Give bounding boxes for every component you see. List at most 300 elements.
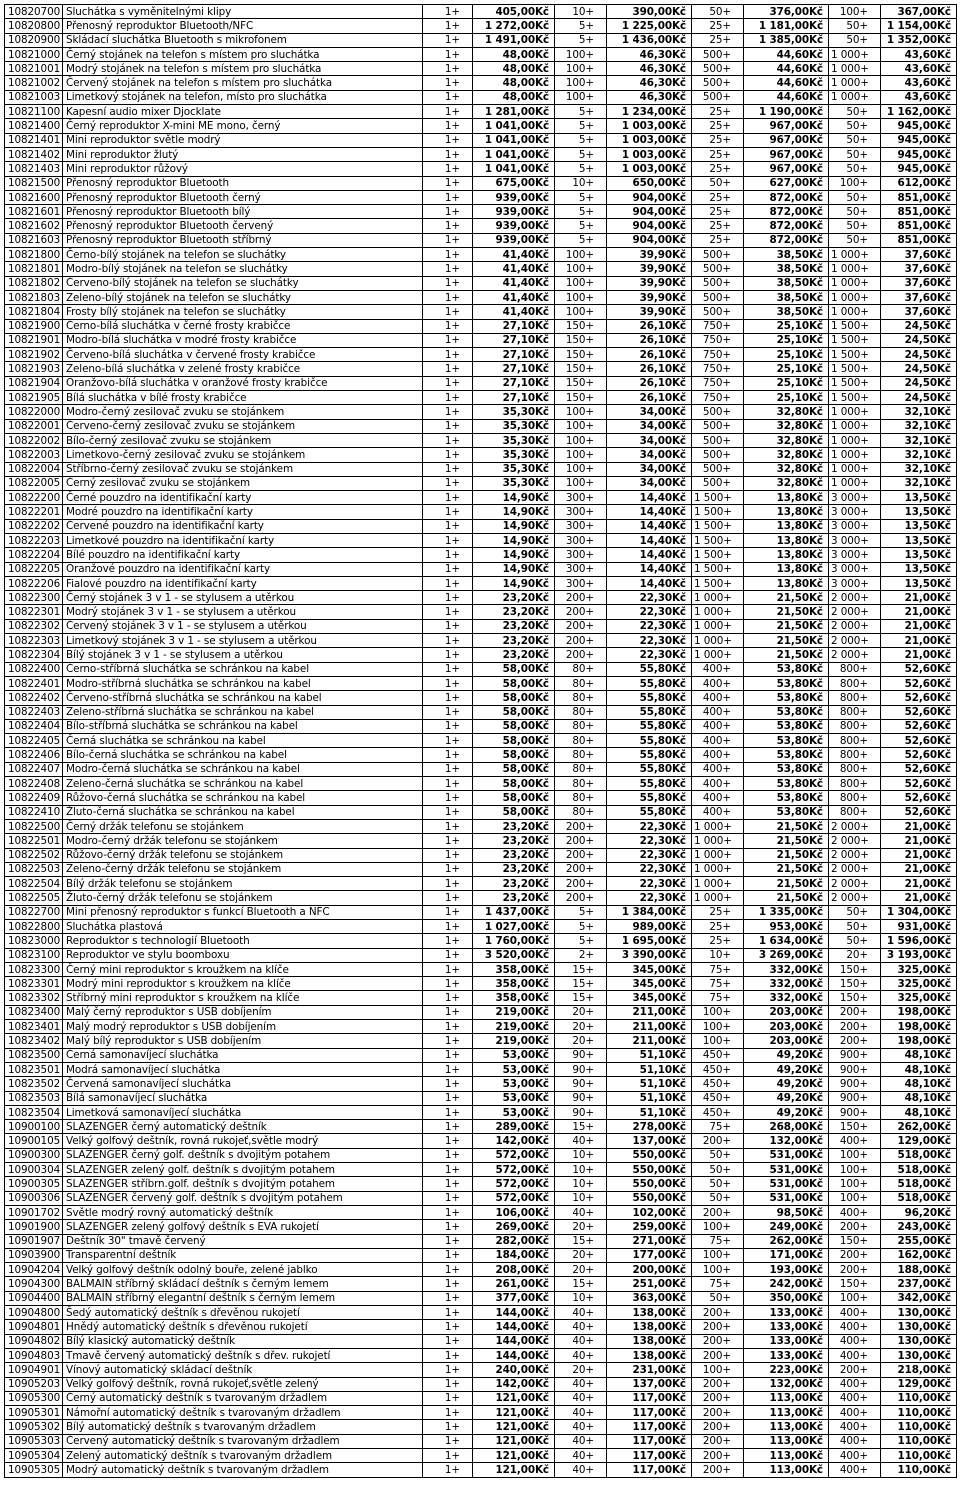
tier2-price: 22,30Kč <box>607 862 692 876</box>
product-name: Červený stojánek 3 v 1 - se stylusem a utěrkou <box>63 619 423 633</box>
tier3-quantity: 1 500+ <box>692 576 744 590</box>
table-row <box>5 1191 957 1205</box>
tier1-quantity: 1+ <box>423 76 473 90</box>
tier4-price: 945,00Kč <box>881 162 957 176</box>
tier4-quantity: 900+ <box>829 1105 881 1119</box>
tier1-price: 14,90Kč <box>473 562 555 576</box>
tier2-quantity: 5+ <box>555 920 607 934</box>
product-name: Červené pouzdro na identifikační karty <box>63 519 423 533</box>
table-row <box>5 47 957 61</box>
tier3-price: 53,80Kč <box>744 662 829 676</box>
tier3-price: 49,20Kč <box>744 1062 829 1076</box>
tier1-price: 23,20Kč <box>473 848 555 862</box>
tier2-quantity: 15+ <box>555 977 607 991</box>
tier2-quantity: 2+ <box>555 948 607 962</box>
tier1-price: 1 760,00Kč <box>473 934 555 948</box>
tier3-price: 332,00Kč <box>744 991 829 1005</box>
tier4-quantity: 2 000+ <box>829 591 881 605</box>
tier3-price: 32,80Kč <box>744 419 829 433</box>
tier1-quantity: 1+ <box>423 519 473 533</box>
tier4-price: 43,60Kč <box>881 62 957 76</box>
product-name: Přenosný reproduktor Bluetooth stříbrný <box>63 233 423 247</box>
tier3-quantity: 10+ <box>692 948 744 962</box>
tier4-quantity: 1 000+ <box>829 476 881 490</box>
tier1-price: 1 027,00Kč <box>473 920 555 934</box>
tier2-quantity: 20+ <box>555 1263 607 1277</box>
product-name: Zelený automatický deštník s tvarovaným držadlem <box>63 1448 423 1462</box>
product-name: Velký golfový deštník, rovná rukojeť,světle modrý <box>63 1134 423 1148</box>
tier1-quantity: 1+ <box>423 391 473 405</box>
tier1-quantity: 1+ <box>423 934 473 948</box>
tier4-price: 52,60Kč <box>881 762 957 776</box>
table-row <box>5 1420 957 1434</box>
tier1-quantity: 1+ <box>423 920 473 934</box>
tier1-quantity: 1+ <box>423 719 473 733</box>
tier4-price: 48,10Kč <box>881 1062 957 1076</box>
tier2-price: 3 390,00Kč <box>607 948 692 962</box>
product-name: Stříbrný mini reproduktor s kroužkem na klíče <box>63 991 423 1005</box>
table-row <box>5 934 957 948</box>
tier4-price: 32,10Kč <box>881 476 957 490</box>
tier1-quantity: 1+ <box>423 862 473 876</box>
tier2-quantity: 20+ <box>555 1034 607 1048</box>
tier4-quantity: 1 000+ <box>829 262 881 276</box>
tier2-quantity: 40+ <box>555 1377 607 1391</box>
product-name: Bílý stojánek 3 v 1 - se stylusem a utěrkou <box>63 648 423 662</box>
tier3-price: 13,80Kč <box>744 491 829 505</box>
tier4-price: 24,50Kč <box>881 376 957 390</box>
tier3-quantity: 450+ <box>692 1091 744 1105</box>
tier2-price: 1 695,00Kč <box>607 934 692 948</box>
tier1-price: 572,00Kč <box>473 1148 555 1162</box>
tier3-quantity: 500+ <box>692 90 744 104</box>
tier4-quantity: 50+ <box>829 233 881 247</box>
table-row <box>5 362 957 376</box>
tier3-quantity: 25+ <box>692 934 744 948</box>
tier4-price: 255,00Kč <box>881 1234 957 1248</box>
tier1-quantity: 1+ <box>423 1463 473 1477</box>
tier1-price: 282,00Kč <box>473 1234 555 1248</box>
table-row <box>5 1248 957 1262</box>
tier3-price: 223,00Kč <box>744 1363 829 1377</box>
tier3-price: 53,80Kč <box>744 719 829 733</box>
tier4-quantity: 800+ <box>829 762 881 776</box>
tier3-quantity: 200+ <box>692 1420 744 1434</box>
product-code: 10900105 <box>5 1134 63 1148</box>
tier2-quantity: 40+ <box>555 1463 607 1477</box>
product-code: 10822403 <box>5 705 63 719</box>
tier2-quantity: 150+ <box>555 348 607 362</box>
tier3-quantity: 25+ <box>692 33 744 47</box>
tier2-price: 51,10Kč <box>607 1062 692 1076</box>
tier4-price: 518,00Kč <box>881 1163 957 1177</box>
table-row <box>5 90 957 104</box>
table-row <box>5 576 957 590</box>
table-row <box>5 1048 957 1062</box>
tier2-quantity: 100+ <box>555 305 607 319</box>
tier3-quantity: 500+ <box>692 448 744 462</box>
tier1-price: 289,00Kč <box>473 1120 555 1134</box>
tier3-price: 21,50Kč <box>744 591 829 605</box>
product-name: Černý automatický deštník s tvarovaným držadlem <box>63 1391 423 1405</box>
tier2-quantity: 10+ <box>555 1177 607 1191</box>
tier4-quantity: 50+ <box>829 19 881 33</box>
tier2-quantity: 15+ <box>555 1120 607 1134</box>
table-row <box>5 1163 957 1177</box>
tier4-price: 110,00Kč <box>881 1420 957 1434</box>
tier1-quantity: 1+ <box>423 1048 473 1062</box>
tier1-quantity: 1+ <box>423 448 473 462</box>
product-name: Zeleno-bílá sluchátka v zelené frosty krabičce <box>63 362 423 376</box>
table-row <box>5 948 957 962</box>
table-row <box>5 905 957 919</box>
tier4-price: 24,50Kč <box>881 319 957 333</box>
product-code: 10822500 <box>5 819 63 833</box>
tier2-price: 26,10Kč <box>607 333 692 347</box>
table-row <box>5 62 957 76</box>
tier3-price: 332,00Kč <box>744 962 829 976</box>
tier1-price: 48,00Kč <box>473 62 555 76</box>
product-code: 10822300 <box>5 591 63 605</box>
tier2-quantity: 90+ <box>555 1062 607 1076</box>
tier3-price: 113,00Kč <box>744 1406 829 1420</box>
tier2-quantity: 100+ <box>555 462 607 476</box>
tier2-quantity: 10+ <box>555 1191 607 1205</box>
tier4-price: 518,00Kč <box>881 1148 957 1162</box>
tier4-price: 21,00Kč <box>881 619 957 633</box>
product-code: 10821603 <box>5 233 63 247</box>
tier2-price: 46,30Kč <box>607 62 692 76</box>
tier3-price: 21,50Kč <box>744 634 829 648</box>
tier1-price: 377,00Kč <box>473 1291 555 1305</box>
table-row <box>5 319 957 333</box>
table-row <box>5 1220 957 1234</box>
tier1-price: 14,90Kč <box>473 576 555 590</box>
tier2-price: 117,00Kč <box>607 1406 692 1420</box>
tier2-quantity: 80+ <box>555 791 607 805</box>
tier1-quantity: 1+ <box>423 205 473 219</box>
table-row <box>5 405 957 419</box>
tier2-quantity: 40+ <box>555 1391 607 1405</box>
table-row <box>5 1234 957 1248</box>
tier4-quantity: 800+ <box>829 777 881 791</box>
tier1-price: 58,00Kč <box>473 719 555 733</box>
product-name: Černý držák telefonu se stojánkem <box>63 819 423 833</box>
tier1-quantity: 1+ <box>423 1448 473 1462</box>
tier1-quantity: 1+ <box>423 319 473 333</box>
tier2-price: 231,00Kč <box>607 1363 692 1377</box>
product-code: 10822206 <box>5 576 63 590</box>
tier2-quantity: 80+ <box>555 676 607 690</box>
product-name: Červeno-bílá sluchátka v červené frosty krabičce <box>63 348 423 362</box>
tier1-price: 939,00Kč <box>473 219 555 233</box>
tier1-price: 121,00Kč <box>473 1391 555 1405</box>
tier3-price: 133,00Kč <box>744 1320 829 1334</box>
tier1-quantity: 1+ <box>423 977 473 991</box>
table-row <box>5 290 957 304</box>
tier4-price: 21,00Kč <box>881 819 957 833</box>
product-code: 10905305 <box>5 1463 63 1477</box>
tier2-price: 51,10Kč <box>607 1091 692 1105</box>
tier2-quantity: 100+ <box>555 290 607 304</box>
tier3-price: 21,50Kč <box>744 848 829 862</box>
tier4-quantity: 100+ <box>829 1148 881 1162</box>
tier4-quantity: 150+ <box>829 977 881 991</box>
product-code: 10821902 <box>5 348 63 362</box>
tier4-price: 851,00Kč <box>881 219 957 233</box>
tier4-quantity: 50+ <box>829 219 881 233</box>
product-name: SLAZENGER červený golf. deštník s dvojitým potahem <box>63 1191 423 1205</box>
product-code: 10820900 <box>5 33 63 47</box>
product-code: 10822406 <box>5 748 63 762</box>
tier4-price: 130,00Kč <box>881 1348 957 1362</box>
tier3-price: 49,20Kč <box>744 1077 829 1091</box>
tier1-quantity: 1+ <box>423 591 473 605</box>
tier4-price: 32,10Kč <box>881 419 957 433</box>
tier3-quantity: 450+ <box>692 1048 744 1062</box>
tier1-quantity: 1+ <box>423 262 473 276</box>
tier3-price: 49,20Kč <box>744 1048 829 1062</box>
table-row <box>5 219 957 233</box>
tier1-price: 121,00Kč <box>473 1448 555 1462</box>
tier2-price: 177,00Kč <box>607 1248 692 1262</box>
tier2-quantity: 20+ <box>555 1220 607 1234</box>
tier1-quantity: 1+ <box>423 176 473 190</box>
tier3-quantity: 450+ <box>692 1062 744 1076</box>
tier2-price: 39,90Kč <box>607 276 692 290</box>
table-row <box>5 762 957 776</box>
tier2-quantity: 5+ <box>555 119 607 133</box>
tier1-quantity: 1+ <box>423 1377 473 1391</box>
table-row <box>5 505 957 519</box>
tier1-price: 240,00Kč <box>473 1363 555 1377</box>
tier4-quantity: 1 500+ <box>829 348 881 362</box>
tier4-quantity: 2 000+ <box>829 862 881 876</box>
product-code: 10823503 <box>5 1091 63 1105</box>
tier1-price: 53,00Kč <box>473 1048 555 1062</box>
table-row <box>5 1091 957 1105</box>
tier2-quantity: 40+ <box>555 1406 607 1420</box>
tier3-quantity: 1 500+ <box>692 548 744 562</box>
table-row <box>5 1105 957 1119</box>
table-row <box>5 1134 957 1148</box>
tier3-quantity: 500+ <box>692 290 744 304</box>
tier2-quantity: 80+ <box>555 762 607 776</box>
tier1-quantity: 1+ <box>423 1205 473 1219</box>
product-code: 10821801 <box>5 262 63 276</box>
tier3-price: 21,50Kč <box>744 648 829 662</box>
table-row <box>5 891 957 905</box>
tier4-price: 32,10Kč <box>881 448 957 462</box>
tier3-quantity: 400+ <box>692 762 744 776</box>
tier3-quantity: 50+ <box>692 5 744 19</box>
tier4-quantity: 3 000+ <box>829 533 881 547</box>
tier1-quantity: 1+ <box>423 1005 473 1019</box>
tier1-price: 14,90Kč <box>473 505 555 519</box>
tier2-quantity: 100+ <box>555 47 607 61</box>
tier1-price: 572,00Kč <box>473 1163 555 1177</box>
product-name: Kapesní audio mixer Djocklate <box>63 105 423 119</box>
product-code: 10905303 <box>5 1434 63 1448</box>
tier3-quantity: 1 000+ <box>692 877 744 891</box>
product-code: 10905301 <box>5 1406 63 1420</box>
product-code: 10821000 <box>5 47 63 61</box>
product-code: 10822304 <box>5 648 63 662</box>
tier3-quantity: 100+ <box>692 1363 744 1377</box>
table-row <box>5 1320 957 1334</box>
product-code: 10822203 <box>5 533 63 547</box>
tier3-price: 32,80Kč <box>744 433 829 447</box>
tier1-quantity: 1+ <box>423 505 473 519</box>
tier3-quantity: 100+ <box>692 1220 744 1234</box>
tier1-price: 1 437,00Kč <box>473 905 555 919</box>
tier2-price: 904,00Kč <box>607 190 692 204</box>
tier4-quantity: 200+ <box>829 1363 881 1377</box>
table-row <box>5 1005 957 1019</box>
tier1-price: 3 520,00Kč <box>473 948 555 962</box>
tier1-quantity: 1+ <box>423 233 473 247</box>
tier4-quantity: 2 000+ <box>829 648 881 662</box>
tier4-price: 52,60Kč <box>881 777 957 791</box>
tier3-quantity: 1 000+ <box>692 591 744 605</box>
tier3-quantity: 400+ <box>692 777 744 791</box>
tier3-price: 967,00Kč <box>744 147 829 161</box>
product-name: Černý mini reproduktor s kroužkem na klíče <box>63 962 423 976</box>
product-name: Modrý stojánek na telefon s místem pro sluchátka <box>63 62 423 76</box>
tier2-price: 46,30Kč <box>607 76 692 90</box>
tier1-quantity: 1+ <box>423 634 473 648</box>
tier4-quantity: 2 000+ <box>829 819 881 833</box>
product-name: Zeleno-černý držák telefonu se stojánkem <box>63 862 423 876</box>
tier2-price: 989,00Kč <box>607 920 692 934</box>
tier3-price: 113,00Kč <box>744 1463 829 1477</box>
tier3-quantity: 200+ <box>692 1434 744 1448</box>
tier4-quantity: 2 000+ <box>829 891 881 905</box>
tier2-price: 904,00Kč <box>607 233 692 247</box>
product-code: 10822204 <box>5 548 63 562</box>
tier2-quantity: 100+ <box>555 448 607 462</box>
tier4-price: 13,50Kč <box>881 491 957 505</box>
tier1-price: 35,30Kč <box>473 448 555 462</box>
tier3-price: 133,00Kč <box>744 1334 829 1348</box>
tier1-price: 23,20Kč <box>473 648 555 662</box>
tier2-quantity: 90+ <box>555 1048 607 1062</box>
product-code: 10904801 <box>5 1320 63 1334</box>
tier1-quantity: 1+ <box>423 805 473 819</box>
tier3-price: 627,00Kč <box>744 176 829 190</box>
tier4-price: 37,60Kč <box>881 276 957 290</box>
tier3-price: 49,20Kč <box>744 1105 829 1119</box>
tier4-price: 325,00Kč <box>881 977 957 991</box>
product-name: Deštník 30" tmavě červený <box>63 1234 423 1248</box>
tier1-quantity: 1+ <box>423 348 473 362</box>
tier4-quantity: 900+ <box>829 1048 881 1062</box>
tier4-quantity: 1 000+ <box>829 290 881 304</box>
tier3-quantity: 500+ <box>692 276 744 290</box>
tier4-price: 1 162,00Kč <box>881 105 957 119</box>
table-row <box>5 433 957 447</box>
tier2-quantity: 100+ <box>555 419 607 433</box>
product-name: Bílo-stříbrná sluchátka se schránkou na kabel <box>63 719 423 733</box>
product-code: 10822202 <box>5 519 63 533</box>
tier3-quantity: 1 500+ <box>692 562 744 576</box>
tier3-price: 132,00Kč <box>744 1134 829 1148</box>
product-code: 10823500 <box>5 1048 63 1062</box>
price-list-table <box>4 4 957 1478</box>
tier4-quantity: 400+ <box>829 1420 881 1434</box>
tier2-price: 211,00Kč <box>607 1034 692 1048</box>
tier2-price: 1 225,00Kč <box>607 19 692 33</box>
tier4-quantity: 50+ <box>829 119 881 133</box>
product-code: 10823504 <box>5 1105 63 1119</box>
tier3-price: 21,50Kč <box>744 605 829 619</box>
tier2-price: 1 234,00Kč <box>607 105 692 119</box>
tier4-price: 48,10Kč <box>881 1048 957 1062</box>
tier2-price: 271,00Kč <box>607 1234 692 1248</box>
tier1-quantity: 1+ <box>423 190 473 204</box>
tier4-price: 110,00Kč <box>881 1406 957 1420</box>
tier3-quantity: 200+ <box>692 1391 744 1405</box>
table-row <box>5 147 957 161</box>
product-code: 10821804 <box>5 305 63 319</box>
tier3-quantity: 25+ <box>692 162 744 176</box>
tier4-price: 13,50Kč <box>881 576 957 590</box>
tier1-quantity: 1+ <box>423 734 473 748</box>
tier1-price: 58,00Kč <box>473 676 555 690</box>
table-row <box>5 1148 957 1162</box>
tier1-quantity: 1+ <box>423 19 473 33</box>
product-code: 10901907 <box>5 1234 63 1248</box>
tier2-quantity: 100+ <box>555 433 607 447</box>
product-name: Mini reproduktor růžový <box>63 162 423 176</box>
table-row <box>5 862 957 876</box>
tier4-price: 130,00Kč <box>881 1334 957 1348</box>
tier1-quantity: 1+ <box>423 376 473 390</box>
tier4-price: 21,00Kč <box>881 605 957 619</box>
tier1-price: 41,40Kč <box>473 305 555 319</box>
tier1-quantity: 1+ <box>423 162 473 176</box>
tier4-quantity: 1 000+ <box>829 433 881 447</box>
tier4-price: 43,60Kč <box>881 76 957 90</box>
table-row <box>5 1205 957 1219</box>
table-row <box>5 19 957 33</box>
tier2-quantity: 40+ <box>555 1420 607 1434</box>
tier2-price: 14,40Kč <box>607 533 692 547</box>
table-row <box>5 533 957 547</box>
tier3-quantity: 500+ <box>692 405 744 419</box>
tier3-quantity: 200+ <box>692 1334 744 1348</box>
tier4-quantity: 400+ <box>829 1448 881 1462</box>
tier3-price: 25,10Kč <box>744 333 829 347</box>
product-name: Červená samonavíjecí sluchátka <box>63 1077 423 1091</box>
tier1-quantity: 1+ <box>423 791 473 805</box>
tier4-price: 1 352,00Kč <box>881 33 957 47</box>
tier2-quantity: 100+ <box>555 248 607 262</box>
product-name: Bílo-černý zesilovač zvuku se stojánkem <box>63 433 423 447</box>
product-name: Limetkový stojánek na telefon, místo pro sluchátka <box>63 90 423 104</box>
tier4-price: 37,60Kč <box>881 262 957 276</box>
tier4-price: 130,00Kč <box>881 1306 957 1320</box>
tier4-quantity: 100+ <box>829 176 881 190</box>
table-row <box>5 1448 957 1462</box>
tier3-price: 49,20Kč <box>744 1091 829 1105</box>
product-name: BALMAIN stříbrný skládací deštník s černým lemem <box>63 1277 423 1291</box>
tier3-quantity: 500+ <box>692 248 744 262</box>
tier3-quantity: 1 000+ <box>692 862 744 876</box>
tier3-price: 132,00Kč <box>744 1377 829 1391</box>
tier1-price: 1 272,00Kč <box>473 19 555 33</box>
tier2-price: 211,00Kč <box>607 1005 692 1019</box>
